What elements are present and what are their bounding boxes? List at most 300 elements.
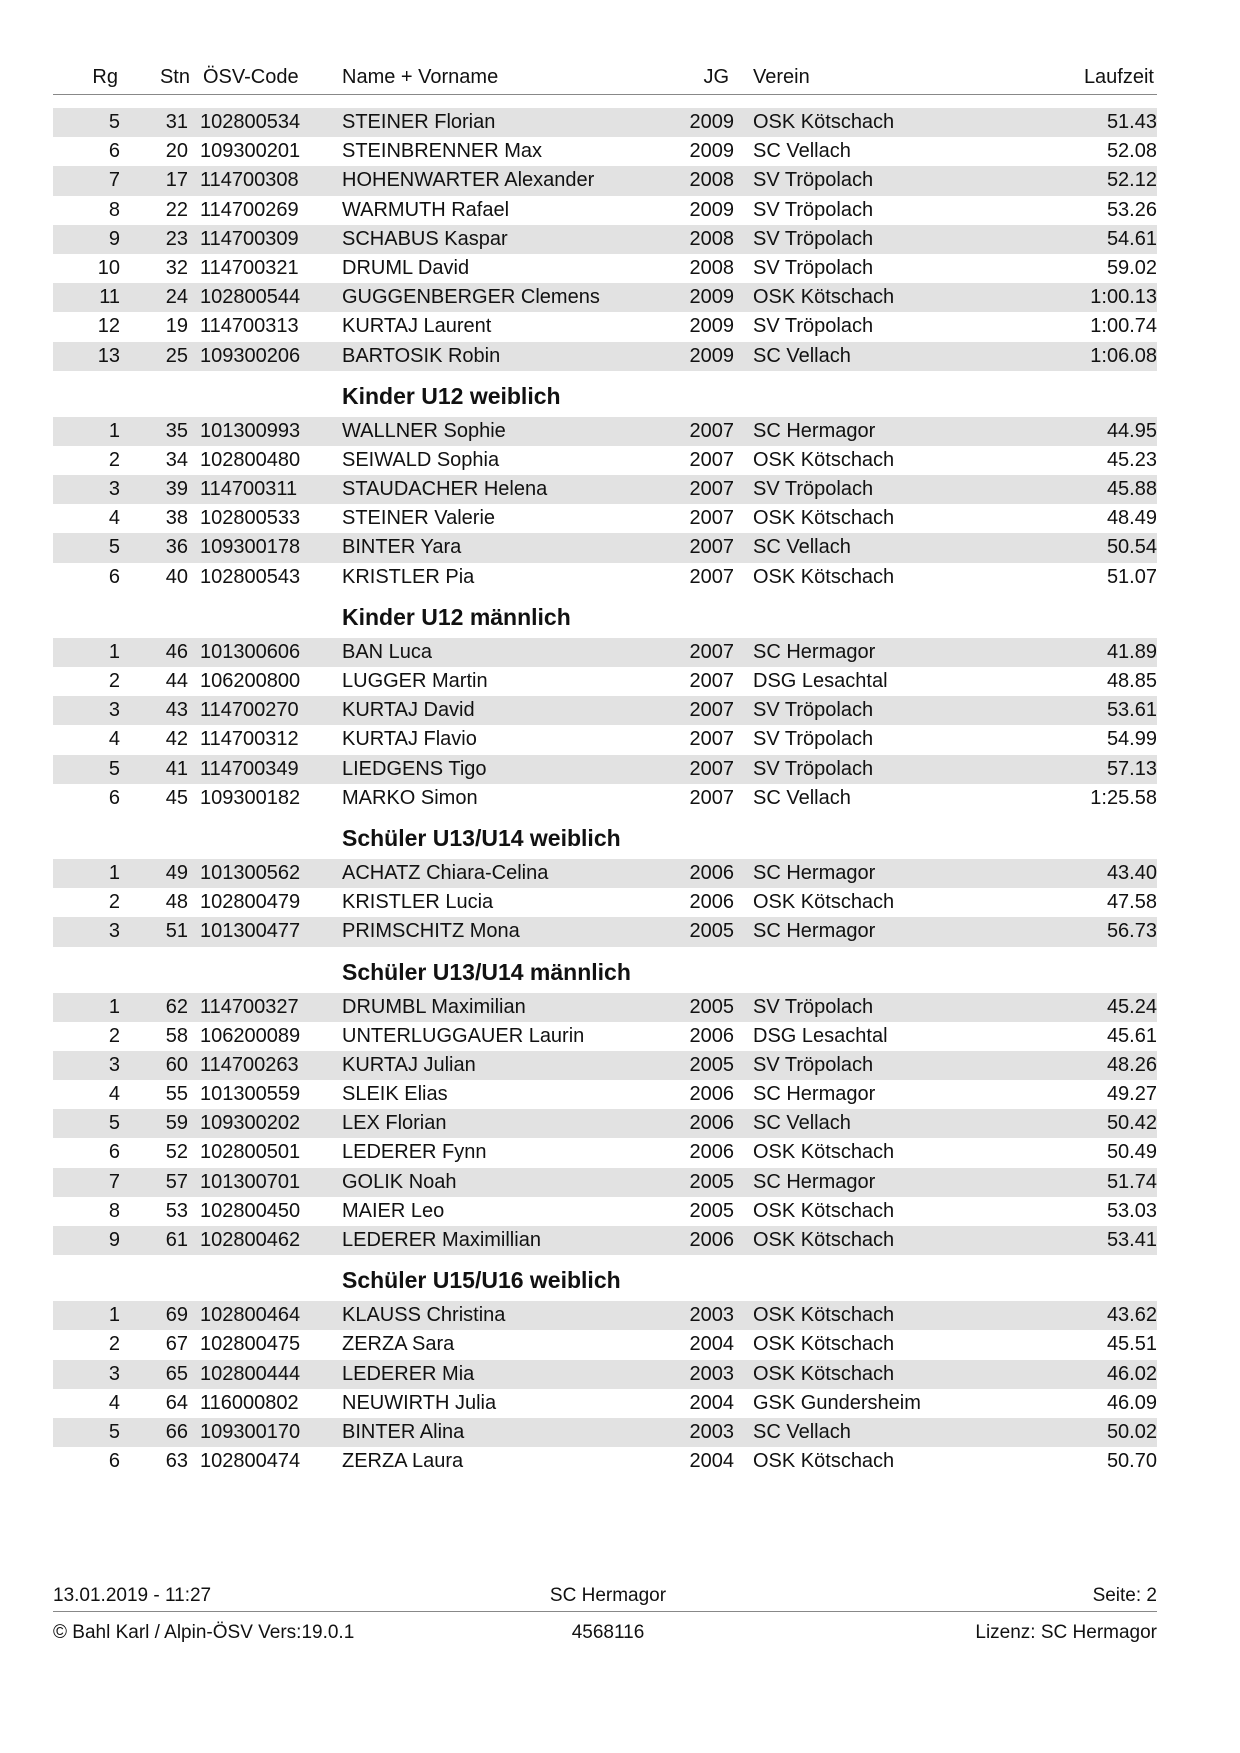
cell-run-time: 1:25.58 — [1090, 786, 1157, 809]
cell-osv-code: 101300562 — [200, 861, 301, 884]
cell-run-time: 53.26 — [1106, 198, 1157, 221]
cell-run-time: 54.99 — [1106, 728, 1157, 751]
table-row — [53, 283, 1157, 312]
cell-rank: 3 — [108, 920, 120, 943]
cell-name: KURTAJ Julian — [342, 1053, 476, 1076]
cell-run-time: 50.70 — [1106, 1450, 1157, 1473]
cell-name: STAUDACHER Helena — [342, 478, 548, 501]
table-row — [53, 342, 1157, 371]
cell-start-number: 34 — [165, 448, 188, 471]
cell-club: SV Tröpolach — [753, 227, 874, 250]
cell-name: LEDERER Mia — [342, 1362, 475, 1385]
cell-birth-year: 2005 — [689, 920, 734, 943]
cell-club: SC Vellach — [753, 140, 851, 163]
section-title — [53, 947, 1157, 993]
cell-birth-year: 2007 — [689, 507, 734, 530]
table-row — [53, 1226, 1157, 1255]
cell-osv-code: 114700309 — [200, 227, 299, 250]
cell-club: SV Tröpolach — [753, 169, 874, 192]
cell-start-number: 58 — [165, 1024, 188, 1047]
table-header — [53, 64, 1157, 95]
header-osv-code: ÖSV-Code — [203, 66, 299, 88]
table-row — [53, 638, 1157, 667]
cell-name: LEDERER Maximillian — [342, 1229, 541, 1251]
cell-birth-year: 2007 — [689, 757, 734, 780]
table-row — [53, 917, 1157, 946]
cell-osv-code: 102800534 — [200, 111, 301, 133]
cell-osv-code: 109300182 — [200, 786, 301, 809]
cell-birth-year: 2007 — [689, 640, 734, 663]
cell-rank: 3 — [108, 478, 120, 501]
cell-name: BINTER Yara — [342, 536, 462, 559]
cell-osv-code: 101300559 — [200, 1083, 301, 1106]
cell-run-time: 45.51 — [1106, 1333, 1157, 1356]
section-title — [53, 592, 1157, 638]
cell-osv-code: 114700308 — [200, 169, 299, 192]
cell-birth-year: 2007 — [689, 448, 734, 471]
cell-run-time: 57.13 — [1106, 757, 1157, 780]
cell-rank: 5 — [108, 1420, 120, 1443]
cell-rank: 6 — [108, 1141, 120, 1164]
table-row — [53, 725, 1157, 754]
cell-run-time: 48.26 — [1106, 1053, 1157, 1076]
cell-rank: 6 — [108, 786, 120, 809]
cell-name: STEINER Florian — [342, 111, 496, 133]
cell-rank: 2 — [108, 670, 120, 692]
cell-club: SV Tröpolach — [753, 757, 874, 780]
cell-club: DSG Lesachtal — [753, 670, 888, 692]
cell-club: OSK Kötschach — [753, 1141, 895, 1164]
header-birth-year: JG — [703, 66, 729, 88]
table-row — [53, 1301, 1157, 1330]
table-row — [53, 696, 1157, 725]
cell-run-time: 54.61 — [1106, 227, 1157, 250]
cell-club: SC Hermagor — [753, 419, 876, 442]
cell-start-number: 67 — [165, 1333, 188, 1356]
cell-start-number: 65 — [165, 1362, 188, 1385]
cell-rank: 1 — [108, 1304, 120, 1327]
section-title-label: Schüler U13/U14 männlich — [342, 958, 631, 985]
cell-club: SC Hermagor — [753, 640, 876, 663]
cell-birth-year: 2003 — [689, 1362, 734, 1385]
cell-rank: 3 — [108, 1053, 120, 1076]
cell-name: BAN Luca — [342, 640, 433, 663]
cell-rank: 8 — [108, 1199, 120, 1222]
table-row — [53, 1022, 1157, 1051]
table-row — [53, 475, 1157, 504]
cell-birth-year: 2007 — [689, 699, 734, 722]
cell-birth-year: 2008 — [689, 256, 734, 279]
cell-start-number: 46 — [165, 640, 188, 663]
cell-osv-code: 102800464 — [200, 1304, 301, 1327]
results-section — [53, 947, 1157, 1256]
table-row — [53, 225, 1157, 254]
cell-name: ZERZA Laura — [342, 1450, 464, 1473]
table-row — [53, 1447, 1157, 1476]
header-run-time: Laufzeit — [1083, 66, 1154, 88]
cell-osv-code: 109300206 — [200, 344, 301, 367]
cell-club: SC Hermagor — [753, 920, 876, 943]
results-section — [53, 813, 1157, 947]
cell-name: DRUMBL Maximilian — [342, 995, 526, 1018]
cell-name: ZERZA Sara — [342, 1333, 455, 1356]
table-row — [53, 1168, 1157, 1197]
cell-club: OSK Kötschach — [753, 507, 895, 530]
cell-osv-code: 109300178 — [200, 536, 301, 559]
cell-birth-year: 2006 — [689, 891, 734, 914]
cell-name: BARTOSIK Robin — [342, 344, 501, 367]
cell-rank: 7 — [108, 169, 120, 192]
cell-rank: 3 — [108, 1362, 120, 1385]
cell-osv-code: 101300606 — [200, 640, 301, 663]
cell-osv-code: 101300701 — [200, 1170, 301, 1193]
cell-rank: 2 — [108, 448, 120, 471]
cell-start-number: 32 — [165, 256, 188, 279]
cell-run-time: 50.54 — [1106, 536, 1157, 559]
cell-rank: 2 — [108, 1333, 120, 1356]
cell-run-time: 53.41 — [1106, 1229, 1157, 1251]
table-row — [53, 254, 1157, 283]
cell-start-number: 59 — [165, 1112, 188, 1135]
cell-name: ACHATZ Chiara-Celina — [342, 861, 549, 884]
cell-name: KURTAJ Laurent — [342, 315, 492, 338]
table-row — [53, 1418, 1157, 1447]
cell-club: SV Tröpolach — [753, 315, 874, 338]
cell-osv-code: 102800444 — [200, 1362, 301, 1385]
cell-run-time: 51.74 — [1106, 1170, 1157, 1193]
table-row — [53, 755, 1157, 784]
table-row — [53, 196, 1157, 225]
cell-name: SCHABUS Kaspar — [342, 227, 508, 250]
cell-club: SV Tröpolach — [753, 995, 874, 1018]
results-section — [53, 592, 1157, 813]
cell-osv-code: 102800543 — [200, 565, 301, 588]
cell-club: SC Vellach — [753, 1112, 851, 1135]
cell-run-time: 44.95 — [1106, 419, 1157, 442]
cell-birth-year: 2009 — [689, 198, 734, 221]
cell-club: OSK Kötschach — [753, 565, 895, 588]
cell-name: WALLNER Sophie — [342, 419, 506, 442]
cell-rank: 2 — [108, 1024, 120, 1047]
table-row — [53, 784, 1157, 813]
cell-start-number: 61 — [165, 1229, 188, 1251]
cell-club: SC Vellach — [753, 344, 851, 367]
footer-page-number: Seite: 2 — [1092, 1585, 1157, 1606]
cell-run-time: 50.49 — [1106, 1141, 1157, 1164]
cell-birth-year: 2007 — [689, 419, 734, 442]
cell-birth-year: 2004 — [689, 1450, 734, 1473]
cell-osv-code: 102800544 — [200, 286, 301, 309]
cell-club: SV Tröpolach — [753, 478, 874, 501]
table-row — [53, 446, 1157, 475]
cell-birth-year: 2007 — [689, 536, 734, 559]
cell-name: STEINBRENNER Max — [342, 140, 543, 163]
table-row — [53, 533, 1157, 562]
cell-rank: 12 — [97, 315, 120, 338]
cell-osv-code: 114700327 — [200, 995, 299, 1018]
cell-name: KURTAJ David — [342, 699, 475, 722]
cell-run-time: 59.02 — [1106, 256, 1157, 279]
cell-name: KLAUSS Christina — [342, 1304, 506, 1327]
cell-start-number: 51 — [165, 920, 188, 943]
cell-rank: 2 — [108, 891, 120, 914]
cell-osv-code: 102800479 — [200, 891, 301, 914]
cell-start-number: 25 — [165, 344, 188, 367]
cell-rank: 10 — [97, 256, 120, 279]
cell-club: SV Tröpolach — [753, 256, 874, 279]
cell-rank: 5 — [108, 111, 120, 133]
cell-start-number: 55 — [165, 1083, 188, 1106]
results-page — [53, 64, 1157, 1476]
cell-name: WARMUTH Rafael — [342, 198, 510, 221]
cell-rank: 1 — [108, 419, 120, 442]
cell-rank: 11 — [99, 286, 120, 309]
header-rank: Rg — [92, 66, 118, 88]
table-row — [53, 667, 1157, 696]
cell-birth-year: 2008 — [689, 227, 734, 250]
cell-rank: 1 — [108, 640, 120, 663]
cell-club: SC Vellach — [753, 1420, 851, 1443]
cell-osv-code: 114700269 — [200, 198, 299, 221]
cell-name: SEIWALD Sophia — [342, 448, 500, 471]
cell-name: MAIER Leo — [342, 1199, 445, 1222]
section-title — [53, 371, 1157, 417]
table-row — [53, 563, 1157, 592]
table-row — [53, 1138, 1157, 1167]
cell-start-number: 53 — [165, 1199, 188, 1222]
footer-datetime: 13.01.2019 - 11:27 — [53, 1585, 212, 1606]
cell-osv-code: 116000802 — [200, 1391, 299, 1414]
cell-name: LEDERER Fynn — [342, 1141, 487, 1164]
cell-name: UNTERLUGGAUER Laurin — [342, 1024, 585, 1047]
cell-birth-year: 2007 — [689, 786, 734, 809]
cell-rank: 6 — [108, 1450, 120, 1473]
results-section — [53, 371, 1157, 592]
cell-club: OSK Kötschach — [753, 1362, 895, 1385]
section-title — [53, 1255, 1157, 1301]
cell-start-number: 41 — [165, 757, 188, 780]
cell-rank: 4 — [108, 1391, 120, 1414]
cell-birth-year: 2008 — [689, 169, 734, 192]
table-row — [53, 1330, 1157, 1359]
cell-club: OSK Kötschach — [753, 1304, 895, 1327]
cell-start-number: 19 — [165, 315, 188, 338]
cell-name: LEX Florian — [342, 1112, 447, 1135]
cell-birth-year: 2003 — [689, 1304, 734, 1327]
cell-run-time: 41.89 — [1106, 640, 1157, 663]
cell-osv-code: 114700312 — [200, 728, 299, 751]
table-row — [53, 108, 1157, 137]
cell-club: SV Tröpolach — [753, 198, 874, 221]
cell-start-number: 35 — [165, 419, 188, 442]
table-row — [53, 312, 1157, 341]
results-sections — [53, 108, 1157, 1476]
cell-start-number: 66 — [165, 1420, 188, 1443]
cell-name: NEUWIRTH Julia — [342, 1391, 497, 1414]
cell-run-time: 45.61 — [1106, 1024, 1157, 1047]
cell-rank: 1 — [108, 861, 120, 884]
results-section — [53, 108, 1157, 371]
cell-rank: 4 — [108, 507, 120, 530]
cell-osv-code: 102800462 — [200, 1229, 301, 1251]
cell-rank: 3 — [108, 699, 120, 722]
cell-run-time: 45.23 — [1106, 448, 1157, 471]
cell-run-time: 50.42 — [1106, 1112, 1157, 1135]
cell-club: DSG Lesachtal — [753, 1024, 888, 1047]
cell-run-time: 51.07 — [1106, 565, 1157, 588]
cell-rank: 8 — [108, 198, 120, 221]
cell-birth-year: 2006 — [689, 861, 734, 884]
cell-start-number: 31 — [165, 111, 188, 133]
cell-rank: 5 — [108, 1112, 120, 1135]
cell-name: SLEIK Elias — [342, 1083, 448, 1106]
cell-club: SV Tröpolach — [753, 1053, 874, 1076]
cell-run-time: 43.40 — [1106, 861, 1157, 884]
cell-birth-year: 2009 — [689, 315, 734, 338]
cell-rank: 5 — [108, 536, 120, 559]
header-club: Verein — [753, 66, 810, 88]
cell-run-time: 53.03 — [1106, 1199, 1157, 1222]
cell-osv-code: 102800480 — [200, 448, 301, 471]
cell-osv-code: 101300477 — [200, 920, 301, 943]
table-row — [53, 417, 1157, 446]
results-section — [53, 1255, 1157, 1476]
cell-club: OSK Kötschach — [753, 1333, 895, 1356]
cell-osv-code: 106200089 — [200, 1024, 301, 1047]
table-row — [53, 1360, 1157, 1389]
cell-run-time: 56.73 — [1106, 920, 1157, 943]
cell-osv-code: 102800533 — [200, 507, 301, 530]
table-row — [53, 1080, 1157, 1109]
cell-birth-year: 2009 — [689, 111, 734, 133]
cell-start-number: 43 — [165, 699, 188, 722]
cell-birth-year: 2006 — [689, 1229, 734, 1251]
cell-run-time: 53.61 — [1106, 699, 1157, 722]
cell-name: DRUML David — [342, 256, 470, 279]
cell-run-time: 51.43 — [1106, 111, 1157, 133]
cell-osv-code: 114700311 — [200, 478, 298, 501]
cell-start-number: 64 — [165, 1391, 188, 1414]
cell-name: KRISTLER Pia — [342, 565, 475, 588]
cell-run-time: 46.02 — [1106, 1362, 1157, 1385]
cell-start-number: 20 — [165, 140, 188, 163]
cell-osv-code: 109300202 — [200, 1112, 301, 1135]
cell-osv-code: 102800475 — [200, 1333, 301, 1356]
cell-birth-year: 2007 — [689, 728, 734, 751]
cell-rank: 13 — [97, 344, 120, 367]
cell-club: SV Tröpolach — [753, 728, 874, 751]
cell-birth-year: 2009 — [689, 140, 734, 163]
cell-run-time: 1:06.08 — [1090, 344, 1157, 367]
cell-start-number: 63 — [165, 1450, 188, 1473]
cell-start-number: 44 — [165, 670, 188, 692]
cell-name: GOLIK Noah — [342, 1170, 457, 1193]
table-row — [53, 1051, 1157, 1080]
cell-rank: 6 — [108, 140, 120, 163]
cell-name: PRIMSCHITZ Mona — [342, 920, 520, 943]
cell-start-number: 42 — [165, 728, 188, 751]
cell-osv-code: 109300201 — [200, 140, 301, 163]
cell-club: SC Hermagor — [753, 861, 876, 884]
cell-run-time: 49.27 — [1106, 1083, 1157, 1106]
cell-run-time: 45.88 — [1106, 478, 1157, 501]
cell-birth-year: 2007 — [689, 670, 734, 692]
cell-start-number: 48 — [165, 891, 188, 914]
cell-club: SC Hermagor — [753, 1083, 876, 1106]
cell-name: BINTER Alina — [342, 1420, 465, 1443]
table-row — [53, 888, 1157, 917]
cell-birth-year: 2005 — [689, 1053, 734, 1076]
section-title-label: Kinder U12 weiblich — [342, 382, 561, 409]
cell-birth-year: 2007 — [689, 565, 734, 588]
header-name: Name + Vorname — [342, 66, 499, 88]
cell-run-time: 43.62 — [1106, 1304, 1157, 1327]
cell-club: SC Vellach — [753, 536, 851, 559]
cell-osv-code: 102800501 — [200, 1141, 301, 1164]
cell-club: OSK Kötschach — [753, 1450, 895, 1473]
cell-birth-year: 2009 — [689, 286, 734, 309]
cell-birth-year: 2004 — [689, 1333, 734, 1356]
cell-name: LIEDGENS Tigo — [342, 757, 487, 780]
cell-club: OSK Kötschach — [753, 111, 895, 133]
cell-rank: 5 — [108, 757, 120, 780]
cell-name: MARKO Simon — [342, 786, 478, 809]
cell-club: OSK Kötschach — [753, 1199, 895, 1222]
cell-name: KRISTLER Lucia — [342, 891, 494, 914]
cell-osv-code: 106200800 — [200, 670, 301, 692]
cell-birth-year: 2009 — [689, 344, 734, 367]
cell-run-time: 48.85 — [1106, 670, 1157, 692]
cell-rank: 7 — [108, 1170, 120, 1193]
cell-name: STEINER Valerie — [342, 507, 496, 530]
footer-copyright: © Bahl Karl / Alpin-ÖSV Vers:19.0.1 — [53, 1622, 355, 1643]
section-title-label: Kinder U12 männlich — [342, 603, 571, 630]
cell-rank: 9 — [108, 1229, 120, 1251]
cell-start-number: 36 — [165, 536, 188, 559]
cell-club: SV Tröpolach — [753, 699, 874, 722]
cell-club: OSK Kötschach — [753, 448, 895, 471]
cell-start-number: 39 — [165, 478, 188, 501]
cell-run-time: 45.24 — [1106, 995, 1157, 1018]
cell-birth-year: 2006 — [689, 1141, 734, 1164]
cell-birth-year: 2005 — [689, 1199, 734, 1222]
table-row — [53, 993, 1157, 1022]
cell-club: SC Hermagor — [753, 1170, 876, 1193]
footer-license: Lizenz: SC Hermagor — [975, 1622, 1157, 1643]
cell-birth-year: 2006 — [689, 1024, 734, 1047]
cell-osv-code: 114700313 — [200, 315, 299, 338]
cell-start-number: 69 — [165, 1304, 188, 1327]
cell-club: SC Vellach — [753, 786, 851, 809]
cell-osv-code: 114700270 — [200, 699, 299, 722]
cell-club: OSK Kötschach — [753, 286, 895, 309]
table-row — [53, 1109, 1157, 1138]
table-row — [53, 1389, 1157, 1418]
cell-rank: 6 — [108, 565, 120, 588]
cell-birth-year: 2005 — [689, 1170, 734, 1193]
cell-rank: 1 — [108, 995, 120, 1018]
cell-osv-code: 114700349 — [200, 757, 299, 780]
cell-name: KURTAJ Flavio — [342, 728, 477, 751]
cell-rank: 9 — [108, 227, 120, 250]
cell-osv-code: 109300170 — [200, 1420, 301, 1443]
cell-birth-year: 2006 — [689, 1083, 734, 1106]
cell-birth-year: 2003 — [689, 1420, 734, 1443]
cell-run-time: 47.58 — [1106, 891, 1157, 914]
cell-run-time: 1:00.74 — [1090, 315, 1157, 338]
cell-osv-code: 114700321 — [200, 256, 299, 279]
cell-start-number: 38 — [165, 507, 188, 530]
